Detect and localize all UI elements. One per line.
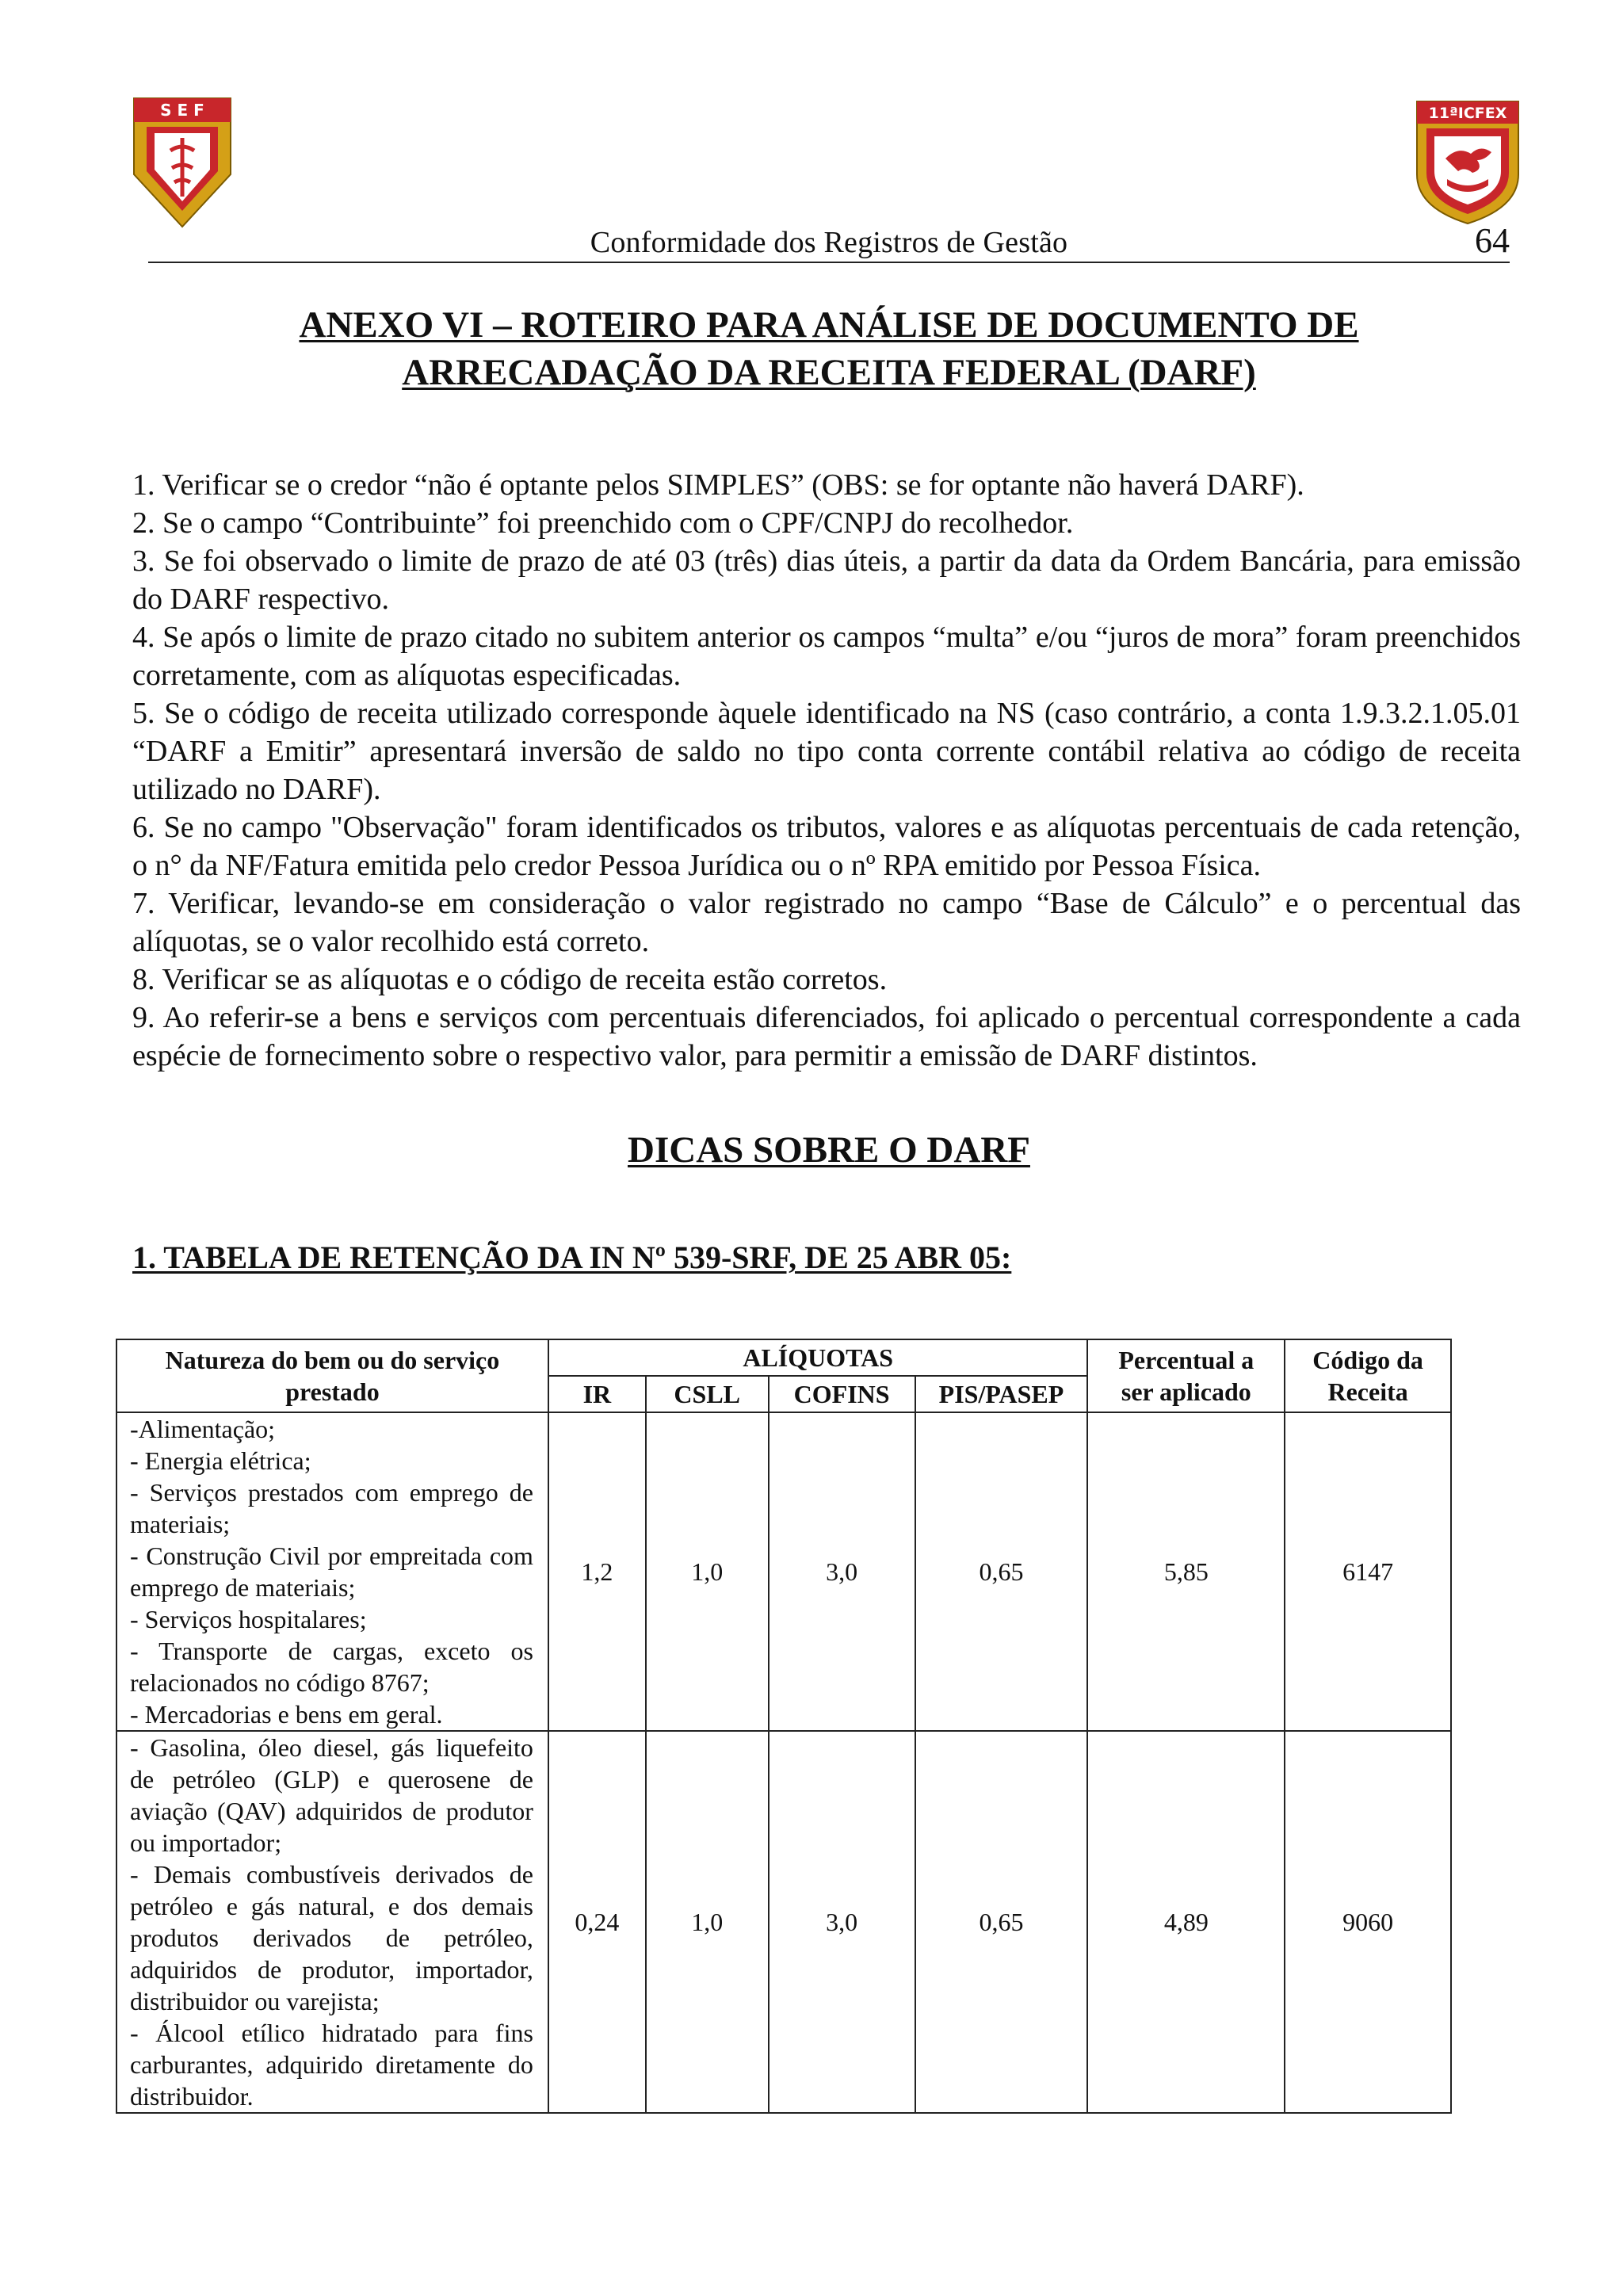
checklist-item: 1. Verificar se o credor “não é optante pelos SIMPLES” (OBS: se for optante não haverá DARF). xyxy=(132,468,1304,502)
icfex-logo xyxy=(1412,97,1523,227)
document-title-line-1: ANEXO VI – ROTEIRO PARA ANÁLISE DE DOCUMENTO DE xyxy=(299,304,1359,346)
header-csll: CSLL xyxy=(646,1376,769,1412)
checklist-item: 6. Se no campo "Observação" foram identificados os tributos, valores e as alíquotas percentuais de cada retenção, o n° da NF/Fatura emitida pelo credor Pessoa Jurídica ou o nº RPA emitido por Pessoa Física. xyxy=(132,811,1521,882)
icfex-logo-text: 11ªICFEX xyxy=(1428,105,1507,122)
nature-item: - Construção Civil por empreitada com emprego de materiais; xyxy=(130,1541,533,1602)
checklist-item: 5. Se o código de receita utilizado corresponde àquele identificado na NS (caso contrário, a conta 1.9.3.2.1.05.01 “DARF a Emitir” apresentará inversão de saldo no tipo conta corrente contábil relativa ao código de receita utilizado no DARF). xyxy=(132,697,1521,806)
sef-logo xyxy=(131,95,234,230)
document-title xyxy=(148,301,1510,396)
document-title-line-2: ARRECADAÇÃO DA RECEITA FEDERAL (DARF) xyxy=(402,352,1256,393)
checklist-item: 7. Verificar, levando-se em consideração o valor registrado no campo “Base de Cálculo” e o percentual das alíquotas, se o valor recolhido está correto. xyxy=(132,887,1521,958)
checklist-item: 3. Se foi observado o limite de prazo de até 03 (três) dias úteis, a partir da data da Ordem Bancária, para emissão do DARF respectivo. xyxy=(132,544,1521,616)
nature-cell xyxy=(116,1412,548,1731)
codigo-cell: 6147 xyxy=(1285,1412,1451,1731)
nature-item: - Energia elétrica; xyxy=(130,1446,311,1475)
header-percentual: Percentual a ser aplicado xyxy=(1087,1339,1285,1412)
codigo-cell: 9060 xyxy=(1285,1731,1451,2113)
header-nature: Natureza do bem ou do serviço prestado xyxy=(116,1339,548,1412)
table-row xyxy=(116,1731,1451,2113)
nature-item: - Mercadorias e bens em geral. xyxy=(130,1700,443,1729)
checklist-item: 8. Verificar se as alíquotas e o código de receita estão corretos. xyxy=(132,963,888,996)
table-heading xyxy=(132,1239,1242,1276)
sef-logo-text: S E F xyxy=(160,101,204,120)
cofins-cell: 3,0 xyxy=(769,1731,915,2113)
header-codigo: Código da Receita xyxy=(1285,1339,1451,1412)
pis-cell: 0,65 xyxy=(915,1412,1088,1731)
darf-checklist xyxy=(132,466,1521,1075)
checklist-item: 4. Se após o limite de prazo citado no subitem anterior os campos “multa” e/ou “juros de mora” foram preenchidos corretamente, com as alíquotas especificadas. xyxy=(132,621,1521,692)
header-cofins: COFINS xyxy=(769,1376,915,1412)
nature-item: - Gasolina, óleo diesel, gás liquefeito de petróleo (GLP) e querosene de aviação (QAV) adquiridos de produtor ou importador; xyxy=(130,1733,533,1857)
header-aliquotas: ALÍQUOTAS xyxy=(548,1339,1088,1376)
section-heading-text: DICAS SOBRE O DARF xyxy=(628,1129,1030,1171)
running-header xyxy=(148,220,1510,263)
table-row xyxy=(116,1412,1451,1731)
ir-cell: 0,24 xyxy=(548,1731,646,2113)
percentual-cell: 5,85 xyxy=(1087,1412,1285,1731)
percentual-cell: 4,89 xyxy=(1087,1731,1285,2113)
checklist-item: 2. Se o campo “Contribuinte” foi preenchido com o CPF/CNPJ do recolhedor. xyxy=(132,506,1074,540)
retention-table xyxy=(116,1339,1452,2114)
nature-item: - Transporte de cargas, exceto os relacionados no código 8767; xyxy=(130,1637,533,1697)
nature-item: - Demais combustíveis derivados de petróleo e gás natural, e dos demais produtos derivados de petróleo, adquiridos de produtor, importador, distribuidor ou varejista; xyxy=(130,1860,533,2015)
nature-item: - Serviços hospitalares; xyxy=(130,1605,367,1633)
checklist-item: 9. Ao referir-se a bens e serviços com percentuais diferenciados, foi aplicado o percentual correspondente a cada espécie de fornecimento sobre o respectivo valor, para permitir a emissão de DARF distintos. xyxy=(132,1001,1521,1072)
table-header-row xyxy=(116,1339,1451,1376)
table-heading-text: 1. TABELA DE RETENÇÃO DA IN Nº 539-SRF, DE 25 ABR 05: xyxy=(132,1240,1012,1275)
pis-cell: 0,65 xyxy=(915,1731,1088,2113)
header-pis: PIS/PASEP xyxy=(915,1376,1088,1412)
nature-cell xyxy=(116,1731,548,2113)
csll-cell: 1,0 xyxy=(646,1412,769,1731)
ir-cell: 1,2 xyxy=(548,1412,646,1731)
running-title: Conformidade dos Registros de Gestão xyxy=(590,226,1068,259)
section-heading xyxy=(148,1129,1510,1171)
page-number: 64 xyxy=(1475,221,1510,260)
nature-item: - Álcool etílico hidratado para fins carburantes, adquirido diretamente do distribuidor. xyxy=(130,2019,533,2111)
nature-item: -Alimentação; xyxy=(130,1415,276,1443)
nature-item: - Serviços prestados com emprego de materiais; xyxy=(130,1478,533,1538)
csll-cell: 1,0 xyxy=(646,1731,769,2113)
cofins-cell: 3,0 xyxy=(769,1412,915,1731)
header-ir: IR xyxy=(548,1376,646,1412)
